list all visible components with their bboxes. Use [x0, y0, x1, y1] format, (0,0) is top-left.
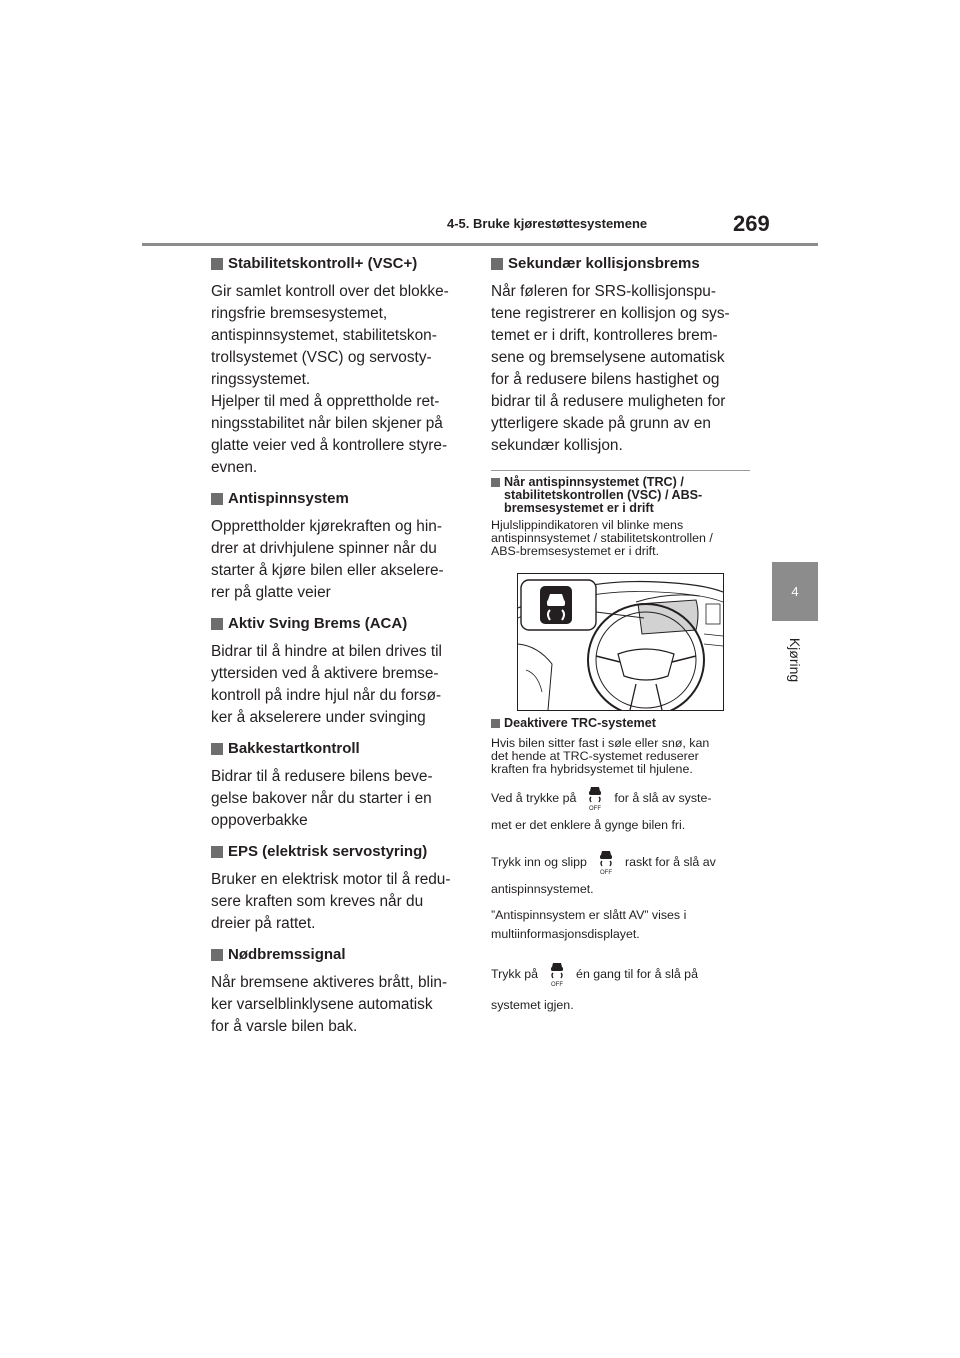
text-line: ningsstabilitet når bilen skjener på	[211, 415, 443, 432]
text-line: dreier på rattet.	[211, 915, 316, 932]
body-eps	[211, 869, 473, 935]
bullet-square-icon	[491, 258, 503, 270]
text-line: met er det enklere å gynge bilen fri.	[491, 818, 686, 832]
text-line: antispinnsystemet / stabilitetskontrollen /	[491, 531, 713, 545]
chapter-label-text: Kjøring	[787, 637, 803, 683]
text-line: systemet igjen.	[491, 998, 574, 1012]
text-line: for å varsle bilen bak.	[211, 1018, 358, 1035]
text-segment: én gang til for å slå på	[576, 966, 698, 981]
text-line: multiinformasjonsdisplayet.	[491, 927, 640, 941]
section-title: 4-5. Bruke kjørestøttesystemene	[447, 216, 648, 231]
chapter-number: 4	[791, 584, 799, 599]
text-line: stabilitetskontrollen (VSC) / ABS-	[504, 488, 703, 502]
text-line: starter å kjøre bilen eller akselere-	[211, 562, 444, 579]
text-line: yttersiden ved å aktivere bremse-	[211, 665, 439, 682]
body-emergency-brake	[211, 972, 473, 1038]
heading-antispin	[211, 489, 473, 509]
text-line: trollsystemet (VSC) og servosty-	[211, 349, 432, 366]
trc-off-button-icon[interactable]	[546, 961, 568, 987]
text-line: antispinnsystemet.	[491, 882, 594, 896]
text-line: ker varselblinklysene automatisk	[211, 996, 433, 1013]
icon-off-label: OFF	[599, 870, 612, 875]
text-line: Bidrar til å hindre at bilen drives til	[211, 643, 442, 660]
text-line: temet er i drift, kontrolleres brem-	[491, 327, 718, 344]
text-line: rer på glatte veier	[211, 584, 331, 601]
header-rule	[142, 243, 818, 246]
bullet-square-icon	[211, 949, 223, 961]
note-heading-deactivate-trc-text: Deaktivere TRC-systemet	[504, 716, 656, 730]
text-line: det hende at TRC-systemet reduserer	[491, 749, 699, 763]
bullet-square-icon	[491, 478, 500, 487]
text-line: Hvis bilen sitter fast i søle eller snø, kan	[491, 736, 710, 750]
icon-off-label: OFF	[589, 806, 602, 811]
chapter-label	[772, 630, 818, 690]
text-line: drer at drivhjulene spinner når du	[211, 540, 437, 557]
text-line: Opprettholder kjørekraften og hin-	[211, 518, 442, 535]
note-body-trc-active	[491, 519, 753, 558]
body-antispin	[211, 516, 473, 604]
text-line: Når føleren for SRS-kollisjonspu-	[491, 283, 716, 300]
text-line: kraften fra hybridsystemet til hjulene.	[491, 762, 693, 776]
text-line-wrap	[491, 999, 753, 1012]
display-message-note	[491, 906, 753, 944]
text-line: sekundær kollisjon.	[491, 437, 623, 454]
text-line: sere kraften som kreves når du	[211, 893, 424, 910]
heading-hill-start	[211, 739, 473, 759]
text-segment: Trykk inn og slipp	[491, 854, 587, 869]
text-segment: Trykk på	[491, 966, 539, 981]
heading-aca-text: Aktiv Sving Brems (ACA)	[228, 615, 408, 632]
heading-secondary-collision-brake-text: Sekundær kollisjonsbrems	[508, 255, 700, 272]
trc-off-button-icon[interactable]	[595, 849, 617, 875]
icon-off-label: OFF	[551, 982, 564, 987]
text-segment: for å slå av syste-	[614, 790, 712, 805]
text-line: ”Antispinnsystem er slått AV” vises i	[491, 908, 687, 922]
body-vsc	[211, 281, 473, 479]
text-line: Når bremsene aktiveres brått, blin-	[211, 974, 448, 991]
text-line: bremsesystemet er i drift	[504, 501, 654, 515]
heading-aca	[211, 614, 473, 634]
text-line: gelse bakover når du starter i en	[211, 790, 432, 807]
note-heading-trc-active-text	[504, 476, 702, 515]
heading-eps-text: EPS (elektrisk servostyring)	[228, 843, 428, 860]
text-line: glatte veier ved å kontrollere styre-	[211, 437, 448, 454]
text-line: ker å akselerere under svinging	[211, 709, 426, 726]
heading-vsc	[211, 254, 473, 274]
heading-emergency-brake-text: Nødbremssignal	[228, 946, 346, 963]
heading-hill-start-text: Bakkestartkontroll	[228, 740, 360, 757]
heading-emergency-brake	[211, 945, 473, 965]
bullet-square-icon	[491, 719, 500, 728]
body-aca	[211, 641, 473, 729]
text-segment: raskt for å slå av	[624, 854, 716, 869]
note-body-deactivate-trc	[491, 737, 753, 776]
note-heading-deactivate-trc	[491, 717, 753, 730]
bullet-square-icon	[211, 493, 223, 505]
text-line-wrap	[491, 819, 753, 832]
text-line: oppoverbakke	[211, 812, 308, 829]
chapter-tab	[772, 562, 818, 621]
text-line: tene registrerer en kollisjon og sys-	[491, 305, 730, 322]
instruction-press-once	[491, 785, 753, 811]
heading-vsc-text: Stabilitetskontroll+ (VSC+)	[228, 255, 418, 272]
text-line: sene og bremselysene automatisk	[491, 349, 725, 366]
steering-wheel-illustration	[518, 574, 723, 710]
text-line: Når antispinnsystemet (TRC) /	[504, 475, 684, 489]
right-column-notes	[491, 470, 753, 1012]
bullet-square-icon	[211, 258, 223, 270]
text-line: antispinnsystemet, stabilitetskon-	[211, 327, 437, 344]
dashboard-illustration	[517, 573, 724, 711]
body-secondary-collision-brake	[491, 281, 753, 457]
text-line: Bidrar til å redusere bilens beve-	[211, 768, 433, 785]
text-line: Hjelper til med å opprettholde ret-	[211, 393, 440, 410]
bullet-square-icon	[211, 846, 223, 858]
text-line: Gir samlet kontroll over det blokke-	[211, 283, 449, 300]
text-line-wrap	[491, 883, 753, 896]
bullet-square-icon	[211, 618, 223, 630]
text-line: evnen.	[211, 459, 258, 476]
text-line: for å redusere bilens hastighet og	[491, 371, 720, 388]
note-rule	[491, 470, 750, 471]
text-line: Bruker en elektrisk motor til å redu-	[211, 871, 451, 888]
text-line: ABS-bremsesystemet er i drift.	[491, 544, 660, 558]
text-line: Hjulslippindikatoren vil blinke mens	[491, 518, 684, 532]
body-hill-start	[211, 766, 473, 832]
heading-secondary-collision-brake	[491, 254, 753, 274]
text-line: ringsfrie bremsesystemet,	[211, 305, 388, 322]
text-segment: Ved å trykke på	[491, 790, 577, 805]
text-line: ringssystemet.	[211, 371, 311, 388]
left-column	[211, 254, 473, 1048]
text-line: bidrar til å redusere muligheten for	[491, 393, 726, 410]
text-line: kontroll på indre hjul når du forsø-	[211, 687, 442, 704]
instruction-press-again	[491, 961, 753, 987]
text-line: ytterligere skade på grunn av en	[491, 415, 711, 432]
right-column-top	[491, 254, 753, 467]
trc-off-button-icon[interactable]	[584, 785, 606, 811]
note-heading-trc-active	[491, 476, 753, 515]
heading-eps	[211, 842, 473, 862]
heading-antispin-text: Antispinnsystem	[228, 490, 349, 507]
instruction-press-release	[491, 849, 753, 875]
page-number: 269	[733, 211, 770, 236]
bullet-square-icon	[211, 743, 223, 755]
